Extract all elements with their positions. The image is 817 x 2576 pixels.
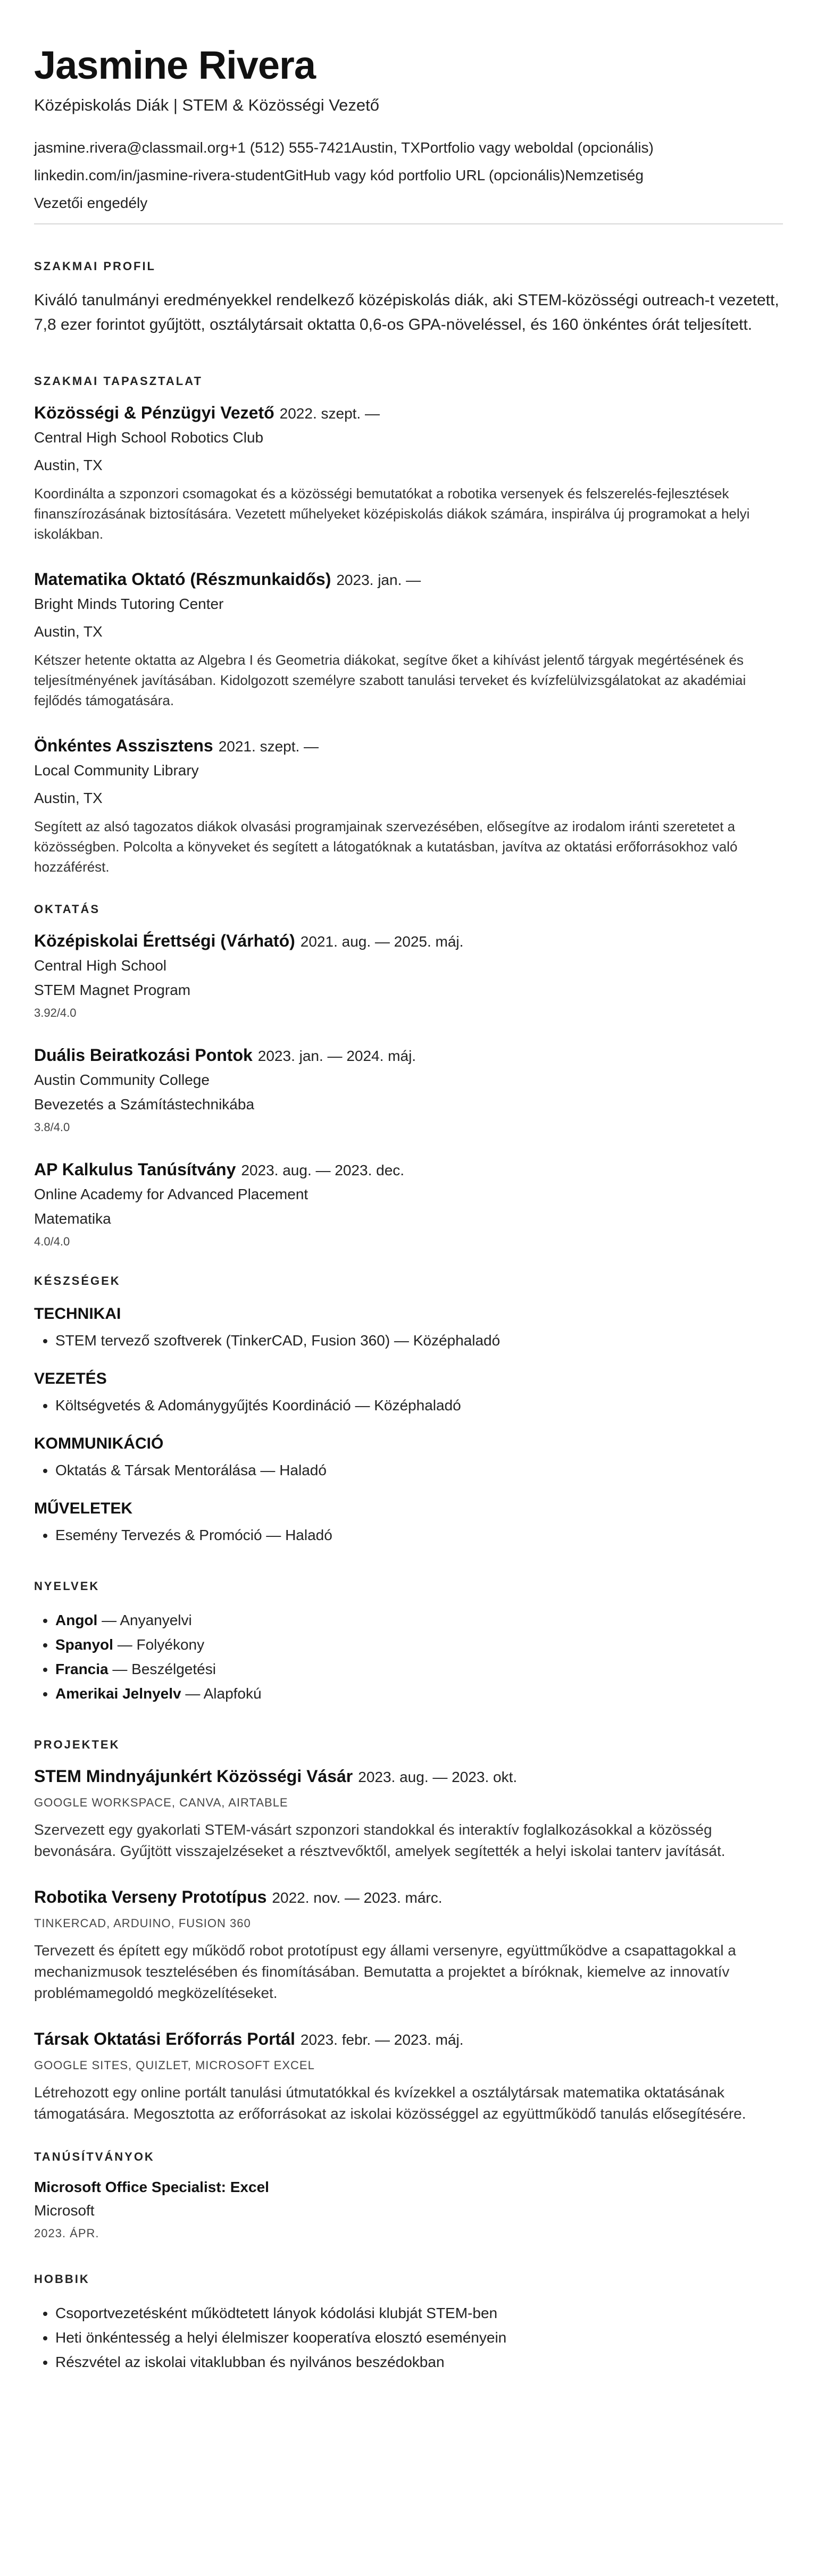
hobbies-section — [34, 2272, 783, 2374]
skill-list — [34, 1328, 783, 1353]
candidate-headline: Középiskolás Diák | STEM & Közösségi Vezető — [34, 95, 380, 114]
certifications-section — [34, 2150, 783, 2240]
hobby-item: • Heti önkéntesség a helyi élelmiszer kooperatíva elosztó eseményein — [55, 2326, 783, 2350]
education-entry — [34, 1046, 783, 1134]
candidate-name: Jasmine Rivera — [34, 43, 316, 87]
resume-header — [34, 45, 783, 224]
project-name: STEM Mindnyájunkért Közösségi Vásár — [34, 1766, 353, 1786]
gpa-value: 3.92/4.0 — [34, 1006, 77, 1019]
job-description: Koordinálta a szponzori csomagokat és a közösségi bemutatókat a robotika versenyek és felszerelés-fejlesztések finanszírozásának biztosítására. Vezetett műhelyeket középiskolás diákok számára, inspirálva új programokat a helyi iskolákban. — [34, 485, 750, 542]
language-item — [55, 1608, 783, 1633]
language-name: Spanyol — [55, 1636, 113, 1653]
profile-section — [34, 260, 783, 337]
language-item — [55, 1657, 783, 1682]
hobby-item: • Csoportvezetésként működtetett lányok kódolási klubját STEM-ben — [55, 2301, 783, 2326]
project-tools: GOOGLE SITES, QUIZLET, MICROSOFT EXCEL — [34, 2058, 315, 2072]
section-title: SZAKMAI TAPASZTALAT — [34, 374, 203, 388]
experience-entry — [34, 570, 783, 710]
entry-header — [34, 931, 783, 951]
certification-issuer: Microsoft — [34, 2202, 95, 2219]
language-level: — Folyékony — [113, 1636, 205, 1653]
contact-block — [34, 134, 783, 217]
project-name: Társak Oktatási Erőforrás Portál — [34, 2029, 295, 2048]
project-entry — [34, 1767, 783, 1862]
section-title: SZAKMAI PROFIL — [34, 259, 156, 273]
skill-item: • STEM tervező szoftverek (TinkerCAD, Fusion 360) — Középhaladó — [55, 1328, 783, 1353]
education-dates: 2023. jan. — 2024. máj. — [257, 1047, 416, 1064]
project-dates: 2023. febr. — 2023. máj. — [300, 2031, 464, 2048]
job-description: Kétszer hetente oktatta az Algebra I és Geometria diákokat, segítve őket a kihívást jelentő tárgyak megértésének és teljesítményének javításában. Kidolgozott személyre szabott tanulási terveket és kvízfelülvizsgálatokat az akadémiai fejlődés támogatására. — [34, 651, 746, 708]
gpa-value: 3.8/4.0 — [34, 1120, 70, 1134]
skill-category: TECHNIKAI — [34, 1304, 121, 1323]
languages-section — [34, 1579, 783, 1706]
section-title: NYELVEK — [34, 1579, 100, 1593]
job-dates: 2021. szept. — — [218, 738, 319, 755]
contact-portfolio[interactable]: Portfolio vagy weboldal (opcionális) — [420, 139, 654, 156]
employer-name: Bright Minds Tutoring Center — [34, 595, 224, 612]
entry-header — [34, 570, 783, 589]
education-entry — [34, 931, 783, 1020]
section-title: HOBBIK — [34, 2272, 90, 2286]
skill-category: VEZETÉS — [34, 1369, 107, 1387]
job-location: Austin, TX — [34, 623, 103, 640]
skill-list — [34, 1458, 783, 1483]
school-name: Online Academy for Advanced Placement — [34, 1185, 309, 1202]
job-title: Matematika Oktató (Részmunkaidős) — [34, 569, 331, 589]
certification-name: Microsoft Office Specialist: Excel — [34, 2178, 269, 2195]
degree-name: AP Kalkulus Tanúsítvány — [34, 1159, 236, 1179]
profile-summary: Kiváló tanulmányi eredményekkel rendelkező középiskolás diák, aki STEM-közösségi outreach-t vezetett, 7,8 ezer forintot gyűjtött, osztálytársait oktatta 0,6-os GPA-növeléssel, és 160 önkéntes órát teljesített. — [34, 291, 779, 333]
field-of-study: Matematika — [34, 1210, 111, 1227]
skill-list — [34, 1393, 783, 1418]
contact-location: Austin, TX — [352, 139, 420, 156]
section-title: TANÚSÍTVÁNYOK — [34, 2150, 155, 2163]
job-title: Önkéntes Asszisztens — [34, 735, 213, 755]
contact-line — [34, 189, 783, 217]
job-dates: 2022. szept. — — [279, 405, 380, 422]
contact-drivers-license: Vezetői engedély — [34, 194, 148, 211]
contact-phone[interactable]: +1 (512) 555-7421 — [229, 139, 352, 156]
header-divider — [34, 223, 783, 224]
education-entry — [34, 1160, 783, 1249]
project-entry — [34, 1887, 783, 2004]
job-location: Austin, TX — [34, 456, 103, 473]
project-tools: TINKERCAD, ARDUINO, FUSION 360 — [34, 1916, 251, 1930]
entry-header — [34, 736, 783, 756]
entry-header — [34, 1887, 783, 1907]
languages-list — [34, 1608, 783, 1706]
certification-entry — [34, 2179, 783, 2240]
project-description: Tervezett és épített egy működő robot prototípust egy állami versenyre, együttműködve a csapattagokkal a mechanizmusok tesztelésében és finomításában. Bemutatta a projektet a bíróknak, kiemelve az innovatív problémamegoldó megközelítéseket. — [34, 1942, 736, 2001]
degree-name: Középiskolai Érettségi (Várható) — [34, 931, 295, 950]
hobbies-list — [34, 2301, 783, 2374]
section-title: OKTATÁS — [34, 902, 101, 916]
contact-nationality: Nemzetiség — [565, 166, 644, 183]
contact-email[interactable]: jasmine.rivera@classmail.org — [34, 139, 229, 156]
gpa-value: 4.0/4.0 — [34, 1234, 70, 1248]
projects-section — [34, 1738, 783, 2125]
contact-linkedin[interactable]: linkedin.com/in/jasmine-rivera-student — [34, 166, 284, 183]
field-of-study: STEM Magnet Program — [34, 981, 191, 998]
contact-line — [34, 134, 783, 162]
entry-header — [34, 403, 783, 423]
language-name: Angol — [55, 1611, 98, 1628]
job-description: Segített az alsó tagozatos diákok olvasási programjainak szervezésében, elősegítve az irodalom iránti szeretetet a közösségben. Polcolta a könyveket és segített a látogatóknak a kutatásban, javítva az oktatási erőforrásokhoz való hozzáférést. — [34, 818, 738, 875]
hobby-item: • Részvétel az iskolai vitaklubban és nyilvános beszédokban — [55, 2350, 783, 2374]
contact-line — [34, 162, 783, 189]
employer-name: Local Community Library — [34, 762, 199, 779]
entry-header — [34, 1046, 783, 1065]
language-item — [55, 1682, 783, 1706]
section-title: KÉSZSÉGEK — [34, 1274, 121, 1287]
project-tools: GOOGLE WORKSPACE, CANVA, AIRTABLE — [34, 1795, 288, 1809]
section-title: PROJEKTEK — [34, 1737, 120, 1751]
job-dates: 2023. jan. — — [336, 571, 421, 588]
language-name: Francia — [55, 1660, 109, 1677]
entry-header — [34, 2029, 783, 2049]
skill-category: KOMMUNIKÁCIÓ — [34, 1434, 164, 1452]
job-location: Austin, TX — [34, 789, 103, 806]
degree-name: Duális Beiratkozási Pontok — [34, 1045, 253, 1065]
skill-category: MŰVELETEK — [34, 1499, 133, 1517]
field-of-study: Bevezetés a Számítástechnikába — [34, 1095, 255, 1113]
project-description: Szervezett egy gyakorlati STEM-vásárt szponzori standokkal és interaktív foglalkozásokkal a közösség bevonására. Gyűjtött visszajelzéseket a résztvevőktől, amelyek segítették a helyi iskolai tanterv javítását. — [34, 1821, 726, 1859]
education-section — [34, 902, 783, 1249]
project-description: Létrehozott egy online portált tanulási útmutatókkal és kvízekkel a osztálytársak matematika oktatásának támogatására. Megosztotta az erőforrásokat az iskolai közösséggel az együttműködő tanulás elősegítésére. — [34, 2084, 746, 2122]
project-dates: 2022. nov. — 2023. márc. — [272, 1889, 443, 1906]
skill-list — [34, 1523, 783, 1548]
skill-item: • Költségvetés & Adománygyűjtés Koordináció — Középhaladó — [55, 1393, 783, 1418]
education-dates: 2021. aug. — 2025. máj. — [300, 933, 464, 950]
school-name: Central High School — [34, 957, 167, 974]
experience-entry — [34, 403, 783, 544]
experience-entry — [34, 736, 783, 877]
school-name: Austin Community College — [34, 1071, 210, 1088]
language-name: Amerikai Jelnyelv — [55, 1685, 181, 1702]
project-dates: 2023. aug. — 2023. okt. — [358, 1768, 518, 1785]
entry-header — [34, 1767, 783, 1786]
employer-name: Central High School Robotics Club — [34, 429, 264, 446]
entry-header — [34, 1160, 783, 1180]
language-level: — Anyanyelvi — [97, 1611, 192, 1628]
language-item — [55, 1633, 783, 1657]
certification-date: 2023. ÁPR. — [34, 2226, 99, 2240]
education-dates: 2023. aug. — 2023. dec. — [241, 1161, 405, 1178]
project-entry — [34, 2029, 783, 2125]
experience-section — [34, 374, 783, 877]
language-level: — Beszélgetési — [108, 1660, 216, 1677]
job-title: Közösségi & Pénzügyi Vezető — [34, 403, 274, 422]
skill-item: • Esemény Tervezés & Promóció — Haladó — [55, 1523, 783, 1548]
skill-item: • Oktatás & Társak Mentorálása — Haladó — [55, 1458, 783, 1483]
project-name: Robotika Verseny Prototípus — [34, 1887, 267, 1906]
language-level: — Alapfokú — [181, 1685, 262, 1702]
contact-github[interactable]: GitHub vagy kód portfolio URL (opcionális) — [284, 166, 565, 183]
skills-section — [34, 1274, 783, 1548]
